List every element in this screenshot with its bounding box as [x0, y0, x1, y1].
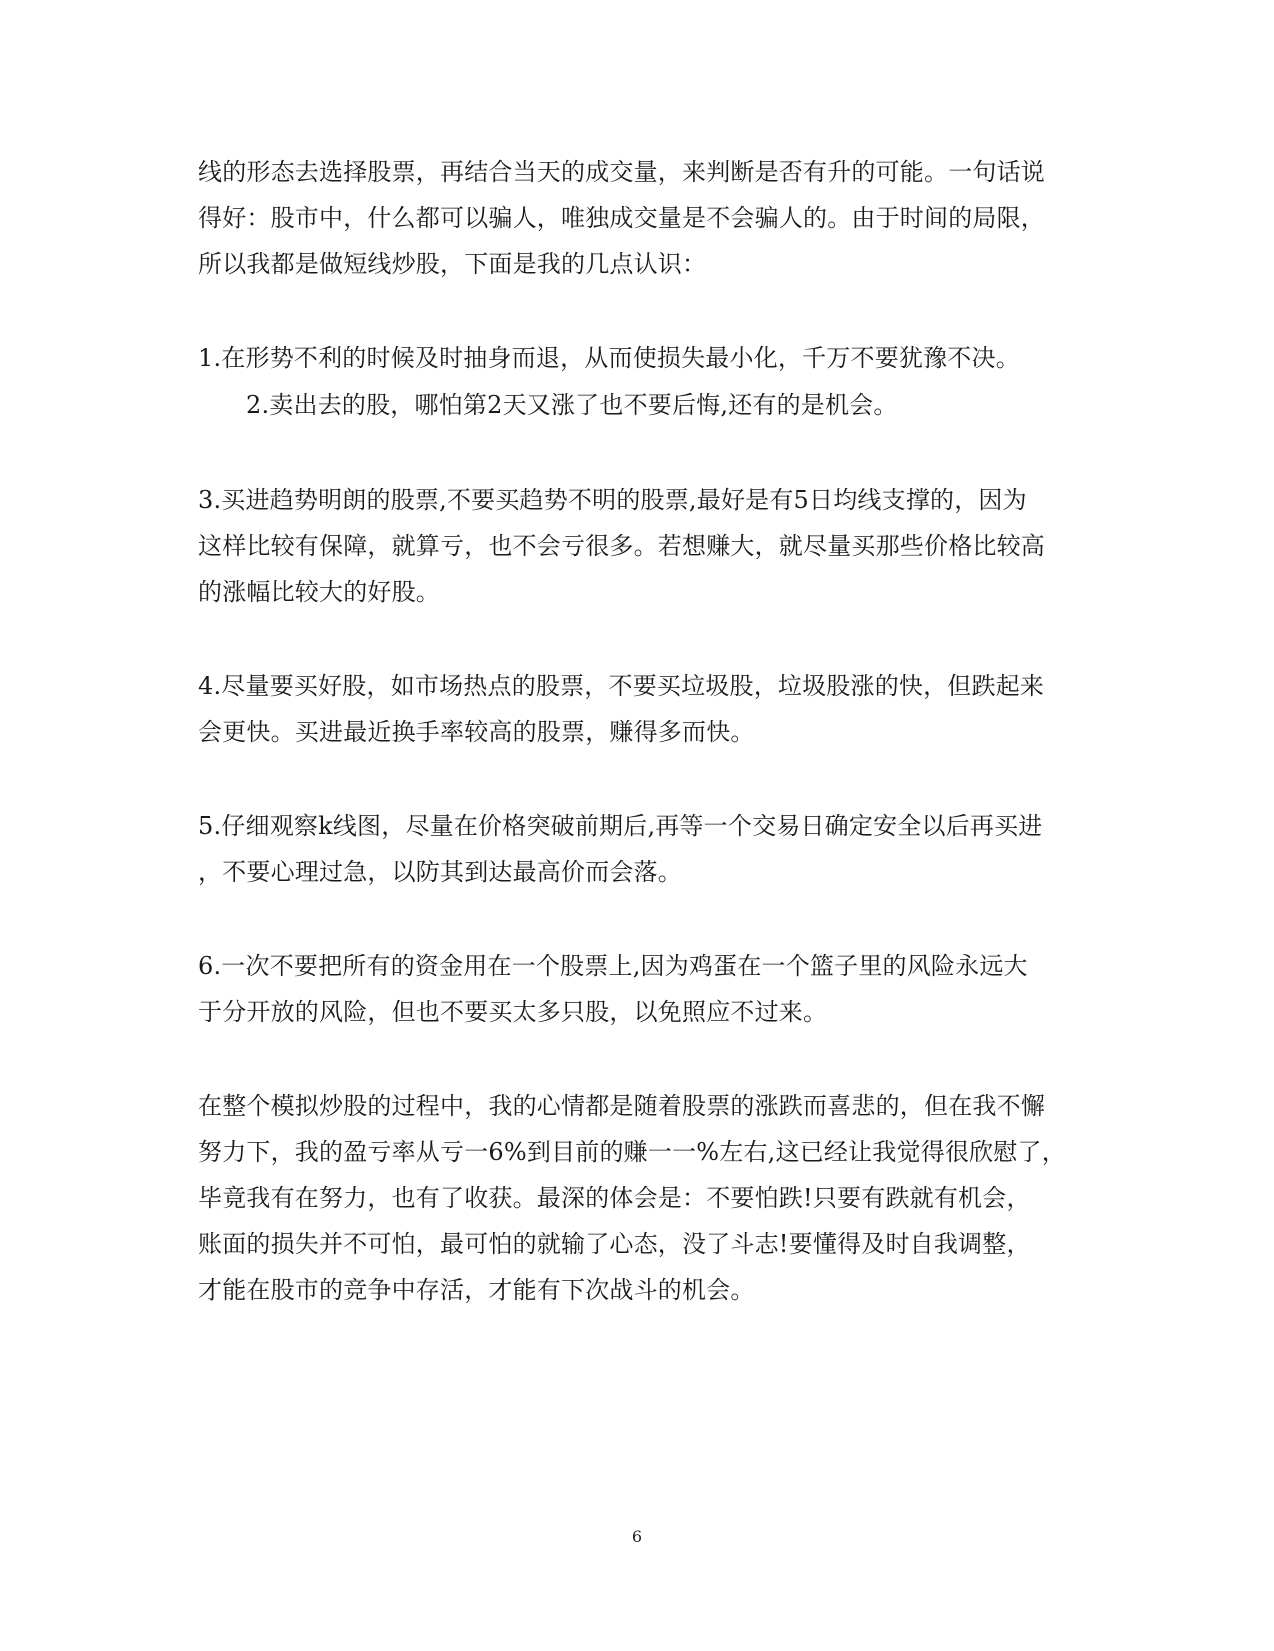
point-2-line: 2.卖出去的股，哪怕第2天又涨了也不要后悔,还有的是机会。 [246, 391, 898, 419]
conclusion-line: 毕竟我有在努力，也有了收获。最深的体会是：不要怕跌!只要有跌就有机会， [198, 1184, 1031, 1212]
conclusion-line: 才能在股市的竞争中存活，才能有下次战斗的机会。 [198, 1276, 755, 1304]
intro-line: 所以我都是做短线炒股，下面是我的几点认识： [198, 250, 707, 278]
point-3-line: 的涨幅比较大的好股。 [198, 578, 440, 606]
conclusion-line: 在整个模拟炒股的过程中，我的心情都是随着股票的涨跌而喜悲的，但在我不懈 [198, 1092, 1045, 1120]
point-1-line: 1.在形势不利的时候及时抽身而退，从而使损失最小化，千万不要犹豫不决。 [198, 344, 1020, 372]
intro-line: 线的形态去选择股票，再结合当天的成交量，来判断是否有升的可能。一句话说 [198, 158, 1045, 186]
conclusion-line: 努力下，我的盈亏率从亏一6%到目前的赚一一%左右,这已经让我觉得很欣慰了， [198, 1138, 1066, 1166]
point-5-line: ，不要心理过急，以防其到达最高价而会落。 [198, 858, 682, 886]
point-6-line: 于分开放的风险，但也不要买太多只股，以免照应不过来。 [198, 998, 828, 1026]
point-4-line: 4.尽量要买好股，如市场热点的股票，不要买垃圾股，垃圾股涨的快，但跌起来 [198, 672, 1045, 700]
point-5-line: 5.仔细观察k线图，尽量在价格突破前期后,再等一个交易日确定安全以后再买进 [198, 812, 1043, 840]
conclusion-line: 账面的损失并不可怕，最可怕的就输了心态，没了斗志!要懂得及时自我调整， [198, 1230, 1031, 1258]
point-3-line: 这样比较有保障，就算亏，也不会亏很多。若想赚大，就尽量买那些价格比较高 [198, 532, 1045, 560]
point-6-line: 6.一次不要把所有的资金用在一个股票上,因为鸡蛋在一个篮子里的风险永远大 [198, 952, 1028, 980]
point-3-line: 3.买进趋势明朗的股票,不要买趋势不明的股票,最好是有5日均线支撑的，因为 [198, 486, 1027, 514]
intro-line: 得好：股市中，什么都可以骗人，唯独成交量是不会骗人的。由于时间的局限， [198, 204, 1045, 232]
page-number: 6 [631, 1527, 643, 1546]
point-4-line: 会更快。买进最近换手率较高的股票，赚得多而快。 [198, 718, 755, 746]
